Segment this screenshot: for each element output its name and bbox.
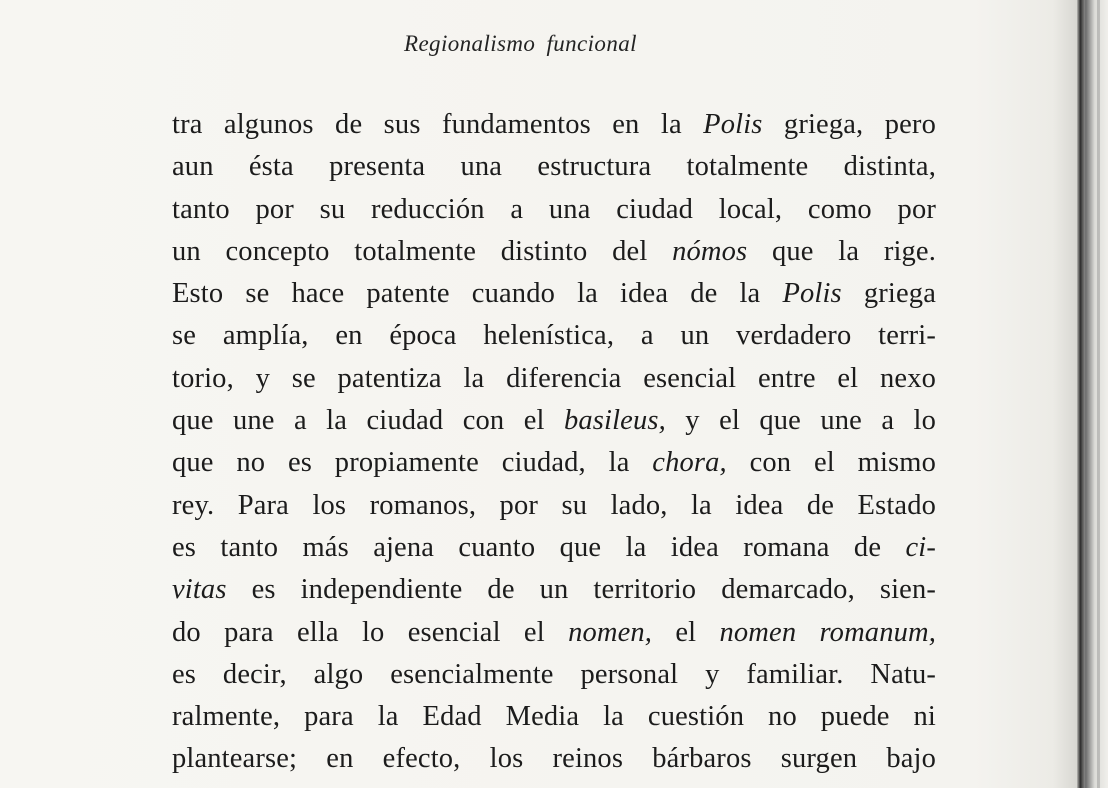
text-segment: griega, pero — [762, 109, 936, 140]
italic-term: nomen romanum, — [719, 616, 937, 648]
text-segment: y el que une a lo — [665, 405, 936, 437]
text-line — [172, 442, 936, 484]
text-segment: rey. Para los romanos, por su lado, la idea de Estado — [172, 489, 936, 521]
italic-term: nomen, — [568, 616, 653, 648]
text-line — [172, 654, 936, 696]
text-line — [172, 485, 936, 527]
text-line — [172, 273, 936, 315]
text-line — [172, 358, 936, 400]
italic-term: chora, — [652, 447, 727, 479]
text-segment: que une a la ciudad con el — [172, 405, 564, 437]
text-segment: tra algunos de sus fundamentos en la — [172, 109, 704, 140]
text-segment: Esto se hace patente cuando la idea de la — [172, 278, 783, 310]
text-line — [172, 146, 936, 188]
text-line — [172, 569, 936, 611]
binding-shadow — [1077, 0, 1084, 788]
text-segment: tanto por su reducción a una ciudad local, como por — [172, 193, 936, 225]
text-line — [172, 400, 936, 442]
text-line — [172, 612, 936, 654]
text-line — [172, 696, 936, 738]
page-edge — [1097, 0, 1100, 788]
text-segment: con el mismo — [726, 447, 936, 479]
text-segment: es decir, algo esencialmente personal y familiar. Natu- — [172, 658, 936, 690]
text-segment: plantearse; en efecto, los reinos bárbaros surgen bajo — [172, 743, 936, 775]
text-line — [172, 104, 936, 146]
text-line — [172, 738, 936, 780]
italic-term: ci- — [905, 531, 936, 563]
italic-term: vitas — [172, 574, 227, 606]
text-line — [172, 527, 936, 569]
body-text — [172, 104, 936, 781]
text-segment: es independiente de un territorio demarcado, sien- — [226, 574, 936, 606]
text-line — [172, 189, 936, 231]
text-segment: se amplía, en época helenística, a un verdadero terri- — [172, 320, 936, 352]
text-segment: torio, y se patentiza la diferencia esencial entre el nexo — [172, 362, 936, 394]
text-segment: es tanto más ajena cuanto que la idea romana de — [172, 531, 906, 563]
text-segment: el — [652, 616, 720, 648]
running-head: Regionalismo funcional — [404, 31, 637, 56]
italic-term: Polis — [703, 109, 763, 140]
text-segment: griega — [841, 278, 936, 310]
text-segment: un concepto totalmente distinto del — [172, 235, 673, 267]
text-segment: que no es propiamente ciudad, la — [172, 447, 653, 479]
italic-term: Polis — [782, 278, 842, 310]
text-segment: que la rige. — [747, 235, 936, 267]
text-line — [172, 315, 936, 357]
text-segment: ralmente, para la Edad Media la cuestión no puede ni — [172, 701, 936, 733]
text-segment: aun ésta presenta una estructura totalmente distinta, — [172, 151, 936, 183]
italic-term: nómos — [672, 235, 748, 267]
text-segment: do para ella lo esencial el — [172, 616, 569, 648]
text-line — [172, 231, 936, 273]
italic-term: basileus, — [563, 405, 666, 437]
